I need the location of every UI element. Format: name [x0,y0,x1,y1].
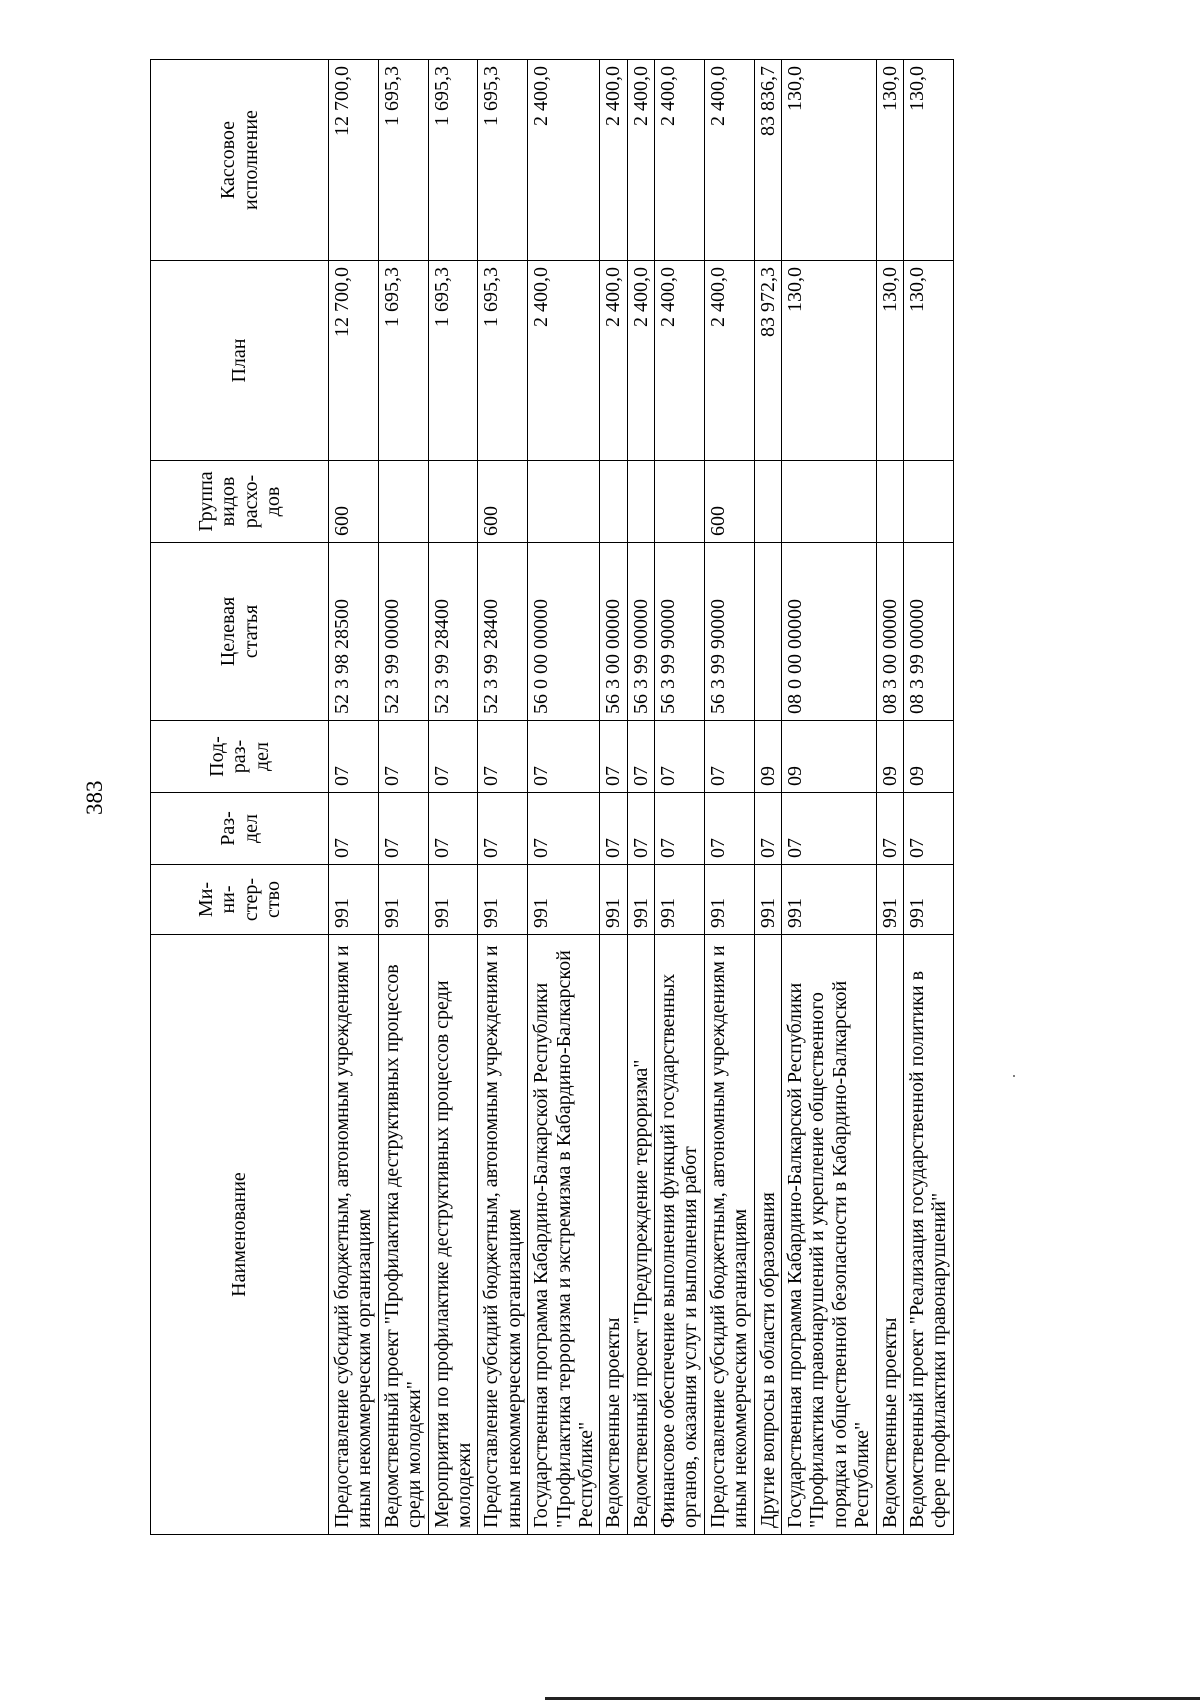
cell-expense-group [782,461,877,543]
cell-subsection: 09 [876,721,903,793]
cell-section: 07 [600,793,627,865]
cell-subsection: 07 [329,721,379,793]
cell-plan: 2 400,0 [704,261,754,461]
cell-execution: 1 695,3 [428,60,478,261]
cell-subsection: 09 [754,721,781,793]
table-row [903,60,953,1535]
header-subsection: Под- раз- дел [151,721,329,793]
cell-plan: 130,0 [903,261,953,461]
cell-expense-group [428,461,478,543]
cell-target-article: 08 0 00 00000 [782,543,877,721]
cell-subsection: 07 [378,721,428,793]
cell-plan: 1 695,3 [478,261,528,461]
header-execution: Кассовое исполнение [151,60,329,261]
cell-ministry: 991 [903,865,953,935]
cell-name: Другие вопросы в области образования [754,935,781,1535]
cell-name: Ведомственный проект "Предупреждение терроризма" [627,935,654,1535]
table-row [754,60,781,1535]
cell-expense-group [876,461,903,543]
cell-ministry: 991 [627,865,654,935]
cell-execution: 130,0 [903,60,953,261]
cell-execution: 83 836,7 [754,60,781,261]
cell-execution: 2 400,0 [528,60,600,261]
cell-target-article: 56 3 99 90000 [704,543,754,721]
cell-section: 07 [329,793,379,865]
table-row [704,60,754,1535]
cell-execution: 2 400,0 [627,60,654,261]
header-ministry: Ми- ни- стер- ство [151,865,329,935]
cell-plan: 2 400,0 [528,261,600,461]
cell-target-article: 08 3 99 00000 [903,543,953,721]
cell-expense-group [754,461,781,543]
cell-expense-group [655,461,705,543]
cell-subsection: 09 [782,721,877,793]
cell-target-article: 56 3 99 00000 [627,543,654,721]
cell-expense-group: 600 [478,461,528,543]
cell-section: 07 [428,793,478,865]
cell-subsection: 07 [600,721,627,793]
cell-ministry: 991 [428,865,478,935]
cell-plan: 2 400,0 [627,261,654,461]
cell-section: 07 [627,793,654,865]
cell-ministry: 991 [704,865,754,935]
cell-target-article: 56 0 00 00000 [528,543,600,721]
cell-name: Государственная программа Кабардино-Балкарской Республики "Профилактика правонарушений и укрепление общественного порядка и общественной безопасности в Кабардино-Балкарской Республике" [782,935,877,1535]
cell-execution: 1 695,3 [378,60,428,261]
table-row [478,60,528,1535]
cell-subsection: 07 [528,721,600,793]
cell-name: Ведомственный проект "Реализация государственной политики в сфере профилактики правонарушений" [903,935,953,1535]
cell-execution: 130,0 [876,60,903,261]
cell-expense-group: 600 [329,461,379,543]
cell-section: 07 [655,793,705,865]
cell-plan: 130,0 [782,261,877,461]
cell-target-article: 56 3 00 00000 [600,543,627,721]
cell-ministry: 991 [478,865,528,935]
cell-plan: 1 695,3 [378,261,428,461]
cell-plan: 2 400,0 [600,261,627,461]
cell-name: Ведомственные проекты [600,935,627,1535]
cell-ministry: 991 [876,865,903,935]
cell-ministry: 991 [378,865,428,935]
cell-expense-group [600,461,627,543]
cell-plan: 1 695,3 [428,261,478,461]
table-row [329,60,379,1535]
cell-ministry: 991 [600,865,627,935]
cell-target-article: 56 3 99 90000 [655,543,705,721]
cell-ministry: 991 [329,865,379,935]
cell-section: 07 [378,793,428,865]
cell-plan: 130,0 [876,261,903,461]
cell-section: 07 [478,793,528,865]
cell-subsection: 07 [704,721,754,793]
cell-name: Государственная программа Кабардино-Балкарской Республики "Профилактика терроризма и экстремизма в Кабардино-Балкарской Республике" [528,935,600,1535]
cell-ministry: 991 [528,865,600,935]
cell-section: 07 [528,793,600,865]
cell-subsection: 09 [903,721,953,793]
table-body [329,60,954,1535]
scan-speck [1013,1075,1015,1077]
cell-section: 07 [876,793,903,865]
table-row [378,60,428,1535]
cell-expense-group [378,461,428,543]
cell-execution: 130,0 [782,60,877,261]
cell-section: 07 [704,793,754,865]
page-number: 383 [82,780,107,815]
header-plan: План [151,261,329,461]
budget-table-container [150,60,1060,1535]
table-row [782,60,877,1535]
cell-name: Финансовое обеспечение выполнения функций государственных органов, оказания услуг и выполнения работ [655,935,705,1535]
cell-plan: 83 972,3 [754,261,781,461]
cell-execution: 2 400,0 [600,60,627,261]
header-target-article: Целевая статья [151,543,329,721]
cell-execution: 2 400,0 [655,60,705,261]
table-header-row [151,60,329,1535]
cell-name: Ведомственный проект "Профилактика деструктивных процессов среди молодежи" [378,935,428,1535]
cell-plan: 12 700,0 [329,261,379,461]
cell-subsection: 07 [627,721,654,793]
cell-ministry: 991 [754,865,781,935]
cell-subsection: 07 [655,721,705,793]
table-row [655,60,705,1535]
cell-plan: 2 400,0 [655,261,705,461]
table-row [876,60,903,1535]
table-row [428,60,478,1535]
cell-target-article: 52 3 98 28500 [329,543,379,721]
cell-expense-group [627,461,654,543]
cell-section: 07 [903,793,953,865]
cell-ministry: 991 [655,865,705,935]
table-row [600,60,627,1535]
cell-target-article [754,543,781,721]
cell-execution: 12 700,0 [329,60,379,261]
header-section: Раз- дел [151,793,329,865]
cell-name: Предоставление субсидий бюджетным, автономным учреждениям и иным некоммерческим организациям [478,935,528,1535]
cell-expense-group: 600 [704,461,754,543]
cell-name: Предоставление субсидий бюджетным, автономным учреждениям и иным некоммерческим организациям [329,935,379,1535]
cell-name: Ведомственные проекты [876,935,903,1535]
cell-target-article: 08 3 00 00000 [876,543,903,721]
cell-subsection: 07 [478,721,528,793]
table-row [528,60,600,1535]
cell-expense-group [528,461,600,543]
table-row [627,60,654,1535]
cell-execution: 1 695,3 [478,60,528,261]
cell-section: 07 [754,793,781,865]
cell-execution: 2 400,0 [704,60,754,261]
cell-name: Предоставление субсидий бюджетным, автономным учреждениям и иным некоммерческим организациям [704,935,754,1535]
cell-section: 07 [782,793,877,865]
cell-target-article: 52 3 99 28400 [478,543,528,721]
budget-table [150,59,954,1535]
cell-expense-group [903,461,953,543]
header-name: Наименование [151,935,329,1535]
cell-target-article: 52 3 99 28400 [428,543,478,721]
cell-name: Мероприятия по профилактике деструктивных процессов среди молодежи [428,935,478,1535]
cell-subsection: 07 [428,721,478,793]
header-expense-group: Группа видов расхо- дов [151,461,329,543]
cell-ministry: 991 [782,865,877,935]
cell-target-article: 52 3 99 00000 [378,543,428,721]
